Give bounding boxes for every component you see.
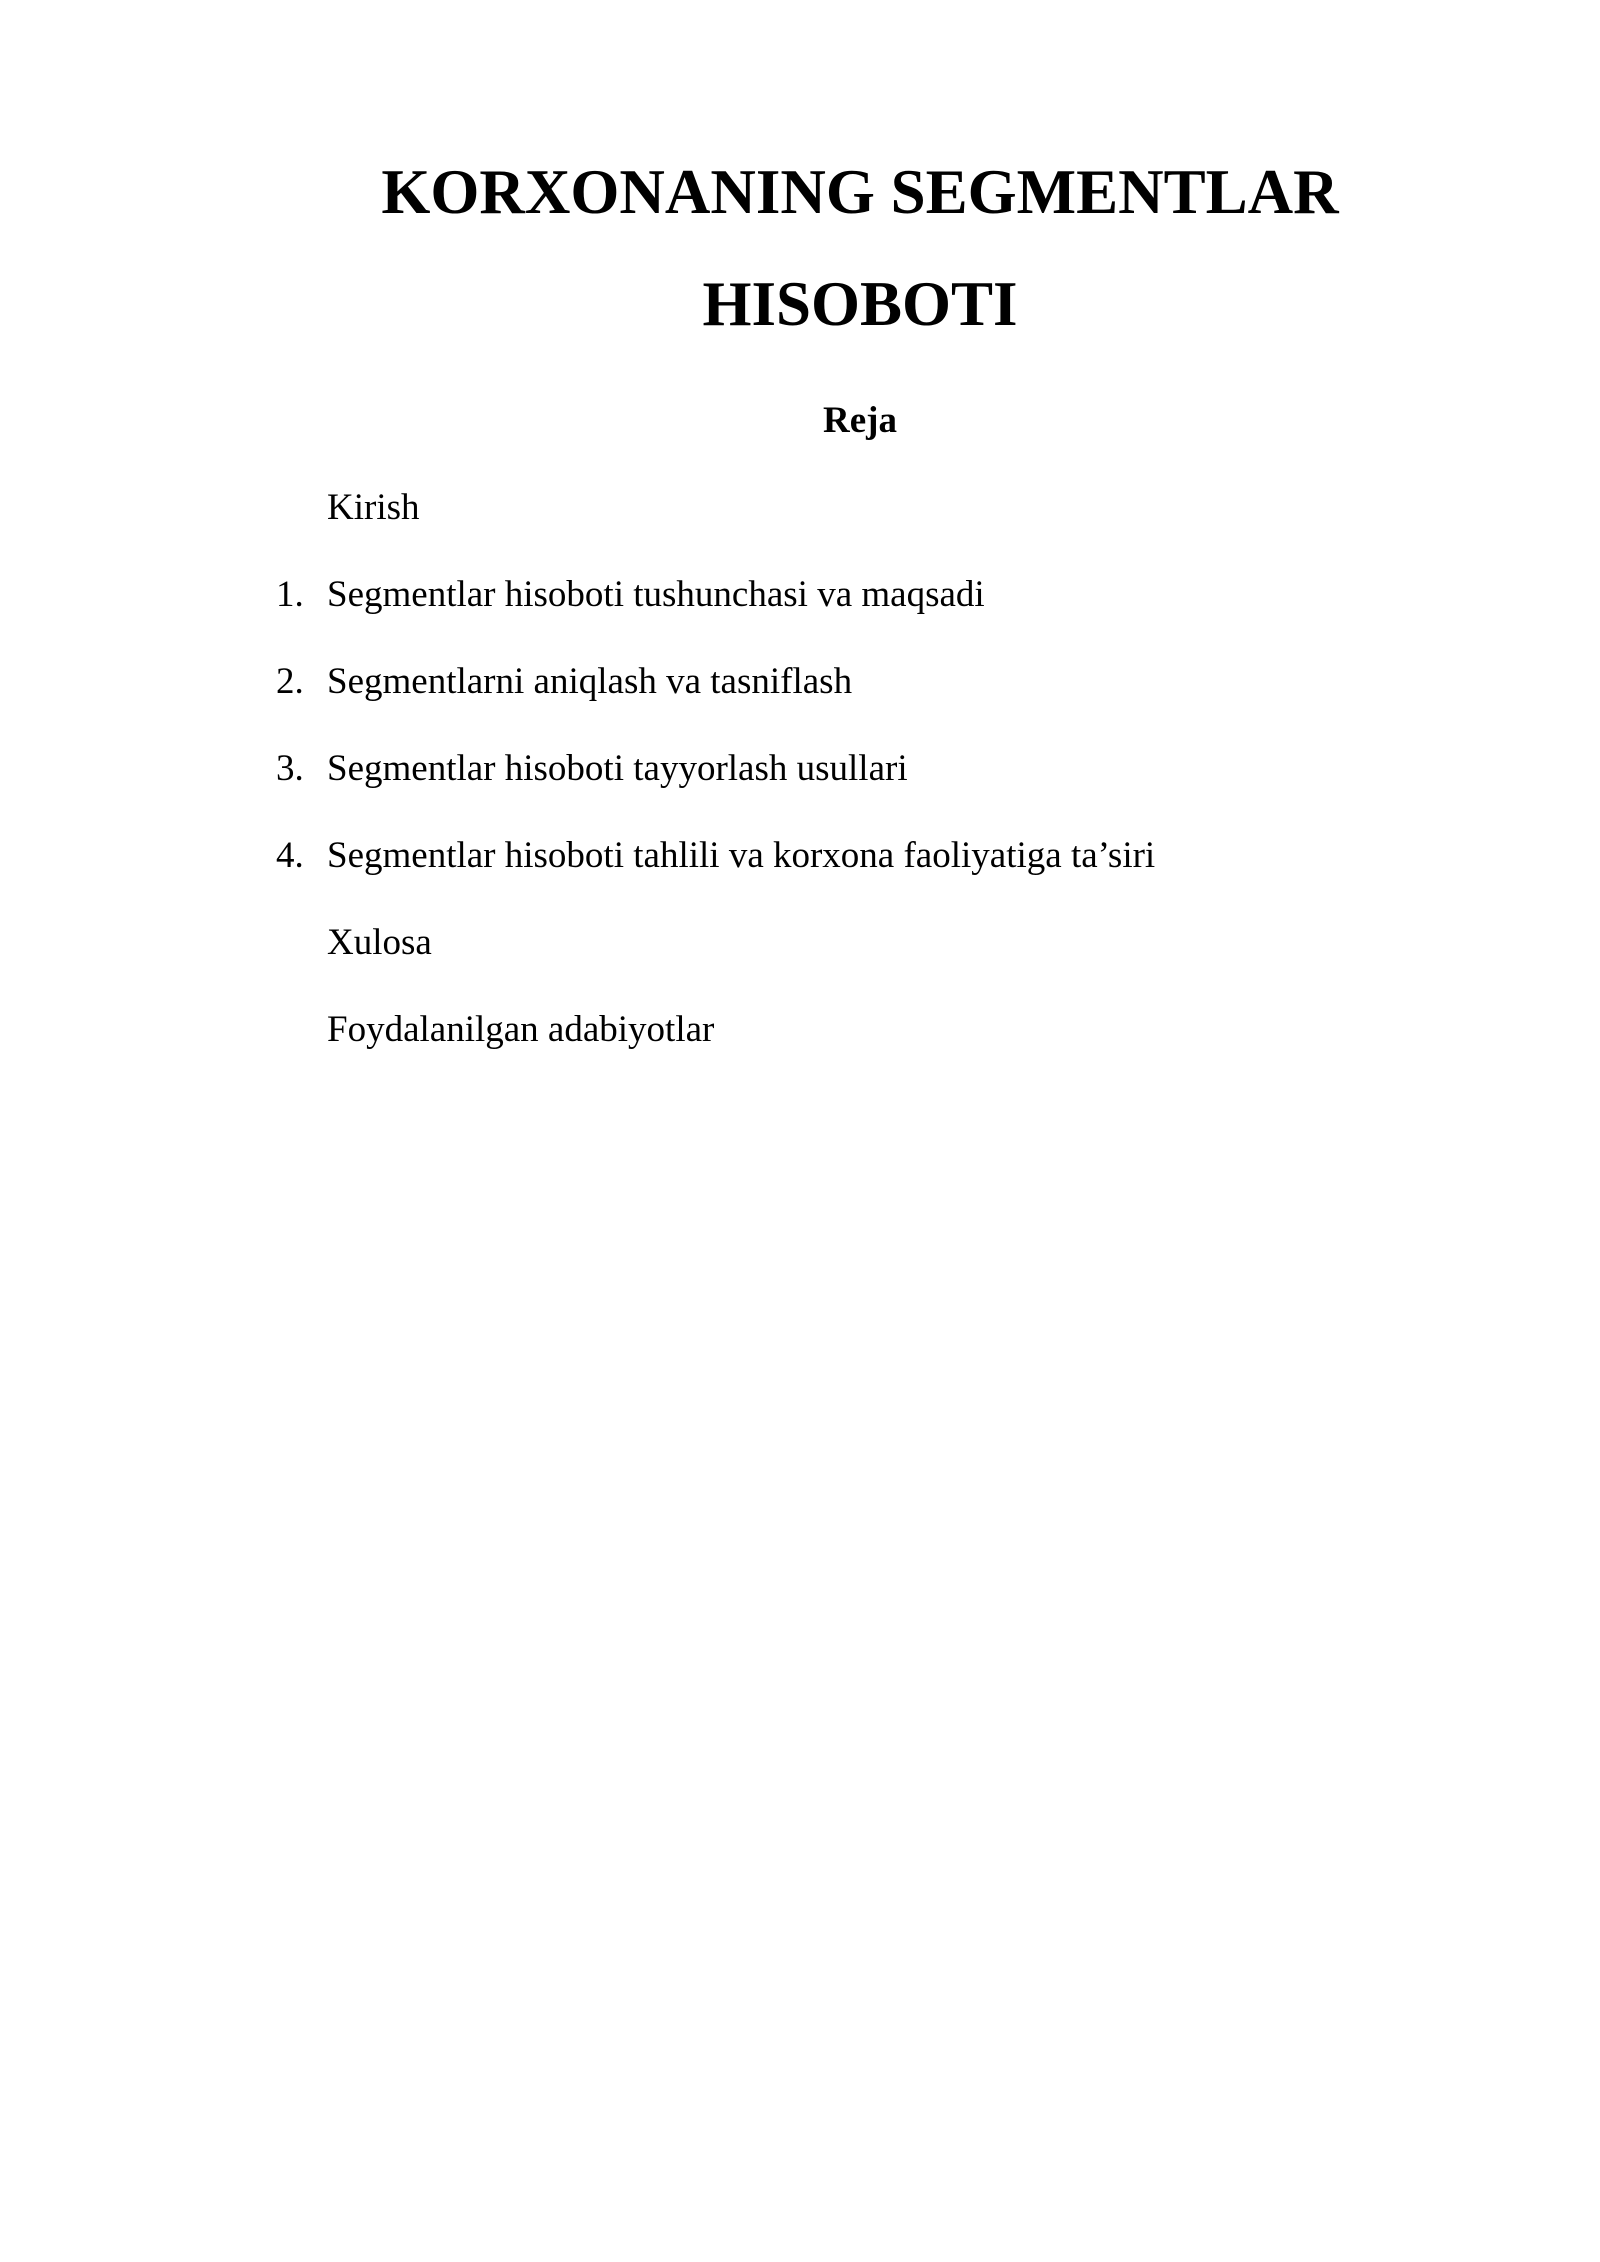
toc-item-number: 1. [276,574,304,615]
toc-item-number: 4. [276,835,304,876]
toc-item-number: 2. [276,661,304,702]
toc-item-text: Segmentlar hisoboti tahlili va korxona faoliyatiga ta’siri [327,835,1156,876]
plan-heading: Reja [823,400,897,441]
toc-item-number: 3. [276,748,304,789]
toc-item-text: Segmentlarni aniqlash va tasniflash [327,661,853,702]
toc-item-text: Segmentlar hisoboti tayyorlash usullari [327,748,908,789]
document-title-line-2: HISOBOTI [702,269,1018,339]
toc-item-text: Kirish [327,487,420,528]
toc-item-text: Xulosa [327,922,432,963]
toc-item-text: Segmentlar hisoboti tushunchasi va maqsadi [327,574,985,615]
document-title-line-1: KORXONANING SEGMENTLAR [381,157,1339,227]
toc-item-text: Foydalanilgan adabiyotlar [327,1009,715,1050]
